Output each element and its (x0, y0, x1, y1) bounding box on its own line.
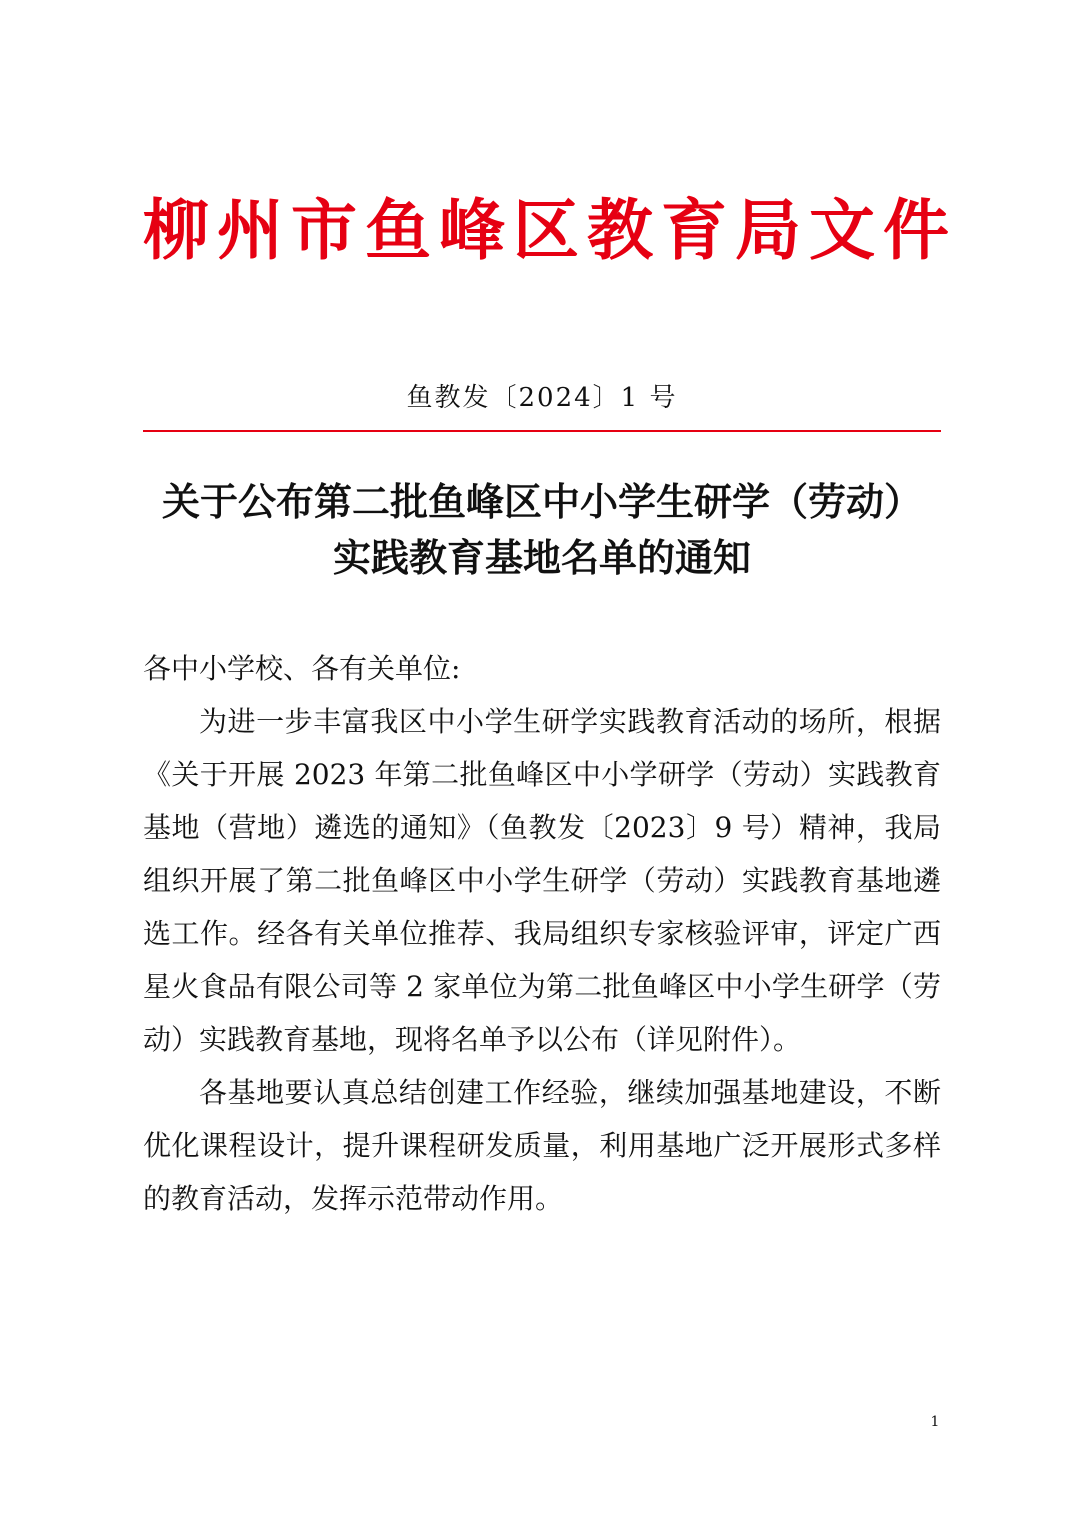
body-paragraph-2: 各基地要认真总结创建工作经验，继续加强基地建设，不断优化课程设计，提升课程研发质量，利用基地广泛开展形式多样的教育活动，发挥示范带动作用。 (143, 1076, 941, 1215)
document-number: 鱼教发〔2024〕1 号 (406, 383, 678, 413)
issuer-header: 柳州市鱼峰区教育局文件 (143, 192, 957, 269)
title-line-1: 关于公布第二批鱼峰区中小学生研学（劳动） (161, 479, 922, 524)
page-number: 1 (930, 1414, 940, 1430)
body-paragraph-1: 为进一步丰富我区中小学生研学实践教育活动的场所，根据《关于开展 2023 年第二批鱼峰区中小学研学（劳动）实践教育基地（营地）遴选的通知》（鱼教发〔2023〕9 号）精神，我局组织开展了第二批鱼峰区中小学生研学（劳动）实践教育基地遴选工作。经各有关单位推荐、我局组织专家核验评审，评定广西星火食品有限公司等 2 家单位为第二批鱼峰区中小学生研学（劳动）实践教育基地，现将名单予以公布（详见附件）。 (143, 705, 941, 1056)
title-line-2: 实践教育基地名单的通知 (332, 535, 751, 580)
salutation: 各中小学校、各有关单位: (143, 652, 461, 685)
document-title (143, 474, 941, 586)
red-divider (143, 430, 941, 432)
document-body (143, 642, 941, 1225)
